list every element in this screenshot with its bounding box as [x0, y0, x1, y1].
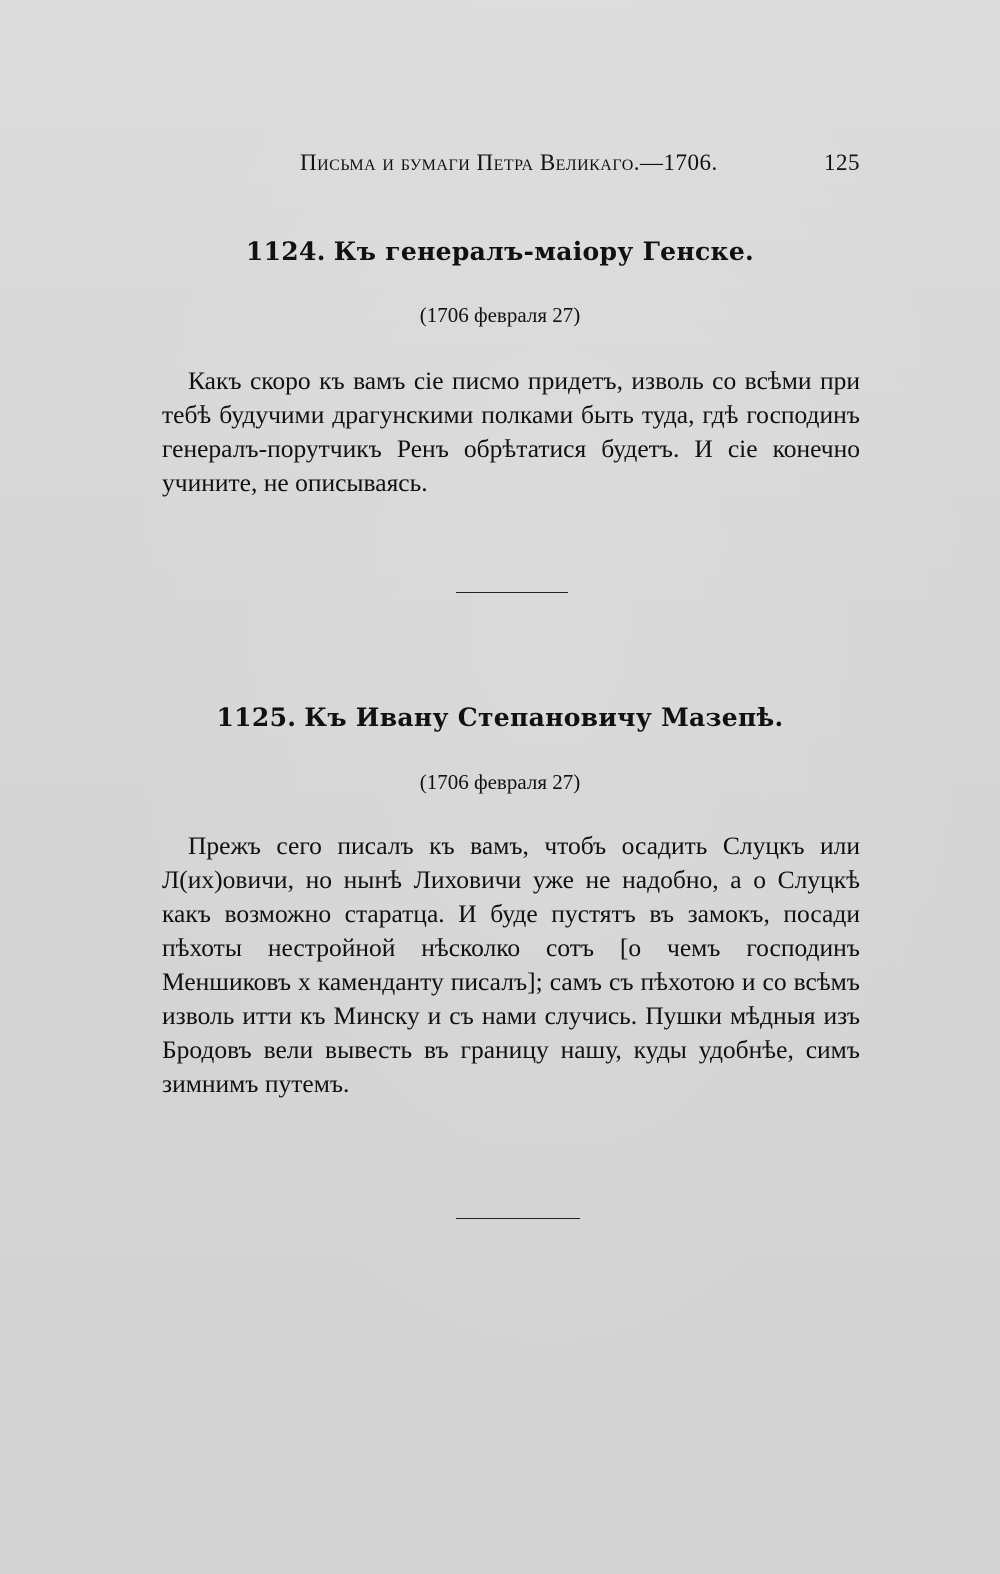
section-divider	[456, 592, 568, 593]
letter-body-1125	[162, 829, 860, 1101]
letter-number: 1124.	[245, 237, 326, 266]
section-divider	[456, 1218, 580, 1219]
letter-text: Прежъ сего писалъ къ вамъ, чтобъ осадить Слуцкъ или Л(их)овичи, но нынѣ Лиховичи уже не надобно, а о Слуцкѣ какъ возможно старатца. И буде пустятъ въ замокъ, посади пѣхоты нестройной нѣсколко сотъ [о чемъ господинъ Меншиковъ х каменданту писалъ]; самъ съ пѣхотою и со всѣмъ изволь итти къ Минску и съ нами случись. Пушки мѣдныя изъ Бродовъ вели вывесть въ границу нашу, куды удобнѣе, симъ зимнимъ путемъ.	[162, 831, 860, 1098]
letter-date-1124: (1706 февраля 27)	[419, 303, 581, 327]
letter-body-1124	[162, 364, 860, 500]
letter-heading-1124	[0, 237, 1000, 266]
letter-addressee: Къ Ивану Степановичу Мазепѣ.	[304, 703, 784, 732]
letter-date-1125: (1706 февраля 27)	[419, 770, 581, 794]
letter-heading-1125	[0, 703, 1000, 732]
running-head	[300, 150, 860, 190]
letter-addressee: Къ генералъ-маіору Генске.	[333, 237, 755, 266]
letter-number: 1125.	[216, 703, 297, 732]
running-head-title: Письма и бумаги Петра Великаго.—1706.	[300, 150, 718, 175]
page-number: 125	[824, 150, 860, 175]
letter-text: Какъ скоро къ вамъ сіе писмо придетъ, изволь со всѣми при тебѣ будучими драгунскими полками быть туда, гдѣ господинъ генералъ-порутчикъ Ренъ обрѣтатися будетъ. И сіе конечно учините, не описываясь.	[162, 366, 860, 497]
